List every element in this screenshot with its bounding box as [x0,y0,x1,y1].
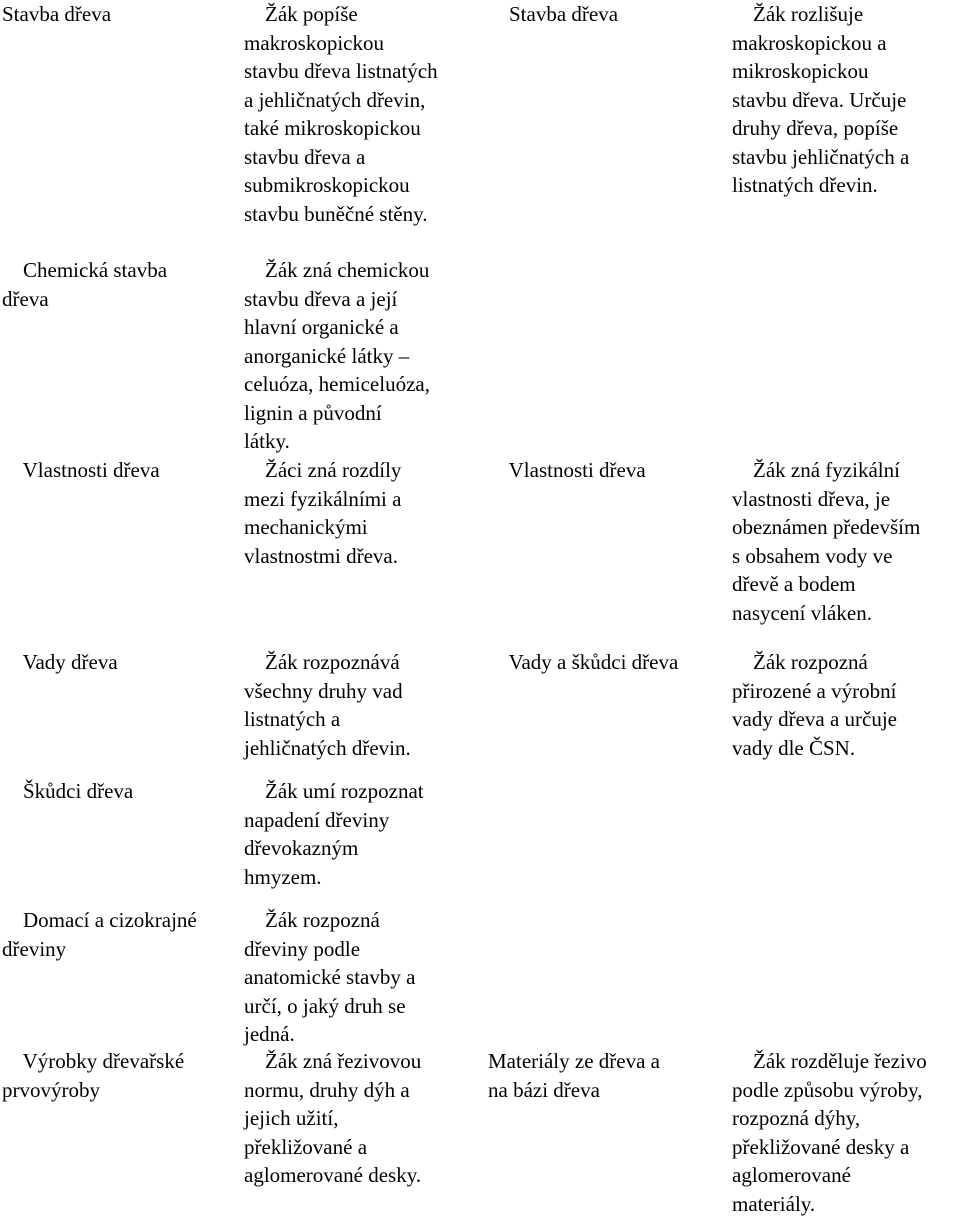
cell-text-line: jedná. [244,1022,295,1046]
cell-text-line: lignin a původní [244,400,382,425]
cell-text-line: Vady dřeva [2,650,118,674]
cell-text-line: napadení dřeviny [244,807,390,832]
description-cell [244,456,401,570]
topic-cell [2,648,118,677]
cell-text-line: rozpozná dýhy, [732,1106,861,1130]
cell-text-line: hmyzem. [244,864,322,889]
related-description-cell [732,0,909,200]
description-cell [244,256,430,456]
related-topic-cell [488,1047,660,1104]
cell-text-line: určí, o jaký druh se [244,993,406,1018]
cell-text-line: Vlastnosti dřeva [2,458,160,482]
cell-text-line: Stavba dřeva [2,2,112,26]
cell-text-line: také mikroskopickou [244,116,421,140]
cell-text-line: s obsahem vody ve [732,543,893,568]
cell-text-line: celuóza, hemiceluóza, [244,372,430,396]
cell-text-line: materiály. [732,1191,816,1216]
cell-text-line: a jehličnatých dřevin, [244,87,426,112]
cell-text-line: makroskopickou [244,30,384,55]
cell-text-line: Chemická stavba [2,258,168,282]
cell-text-line: Materiály ze dřeva a [488,1049,660,1073]
cell-text-line: aglomerované [732,1163,851,1187]
cell-text-line: Žák rozpozná [732,650,868,674]
cell-text-line: Škůdci dřeva [2,779,134,803]
cell-text-line: Žák zná fyzikální [732,458,900,482]
cell-text-line: normu, druhy dýh a [244,1077,410,1102]
topic-cell [2,256,167,313]
cell-text-line: anorganické látky – [244,343,410,368]
cell-text-line: vady dřeva a určuje [732,707,897,731]
cell-text-line: nasycení vláken. [732,600,872,625]
cell-text-line: Žák umí rozpoznat [244,779,424,803]
cell-text-line: překližované a [244,1134,368,1159]
related-description-cell [732,648,897,762]
cell-text-line: stavbu buněčné stěny. [244,201,428,226]
cell-text-line: Stavba dřeva [488,2,619,26]
description-cell [244,1047,421,1190]
cell-text-line: submikroskopickou [244,173,410,197]
cell-text-line: dřevě a bodem [732,572,856,596]
cell-text-line: mikroskopickou [732,59,869,83]
cell-text-line: Žák zná chemickou [244,258,430,282]
topic-cell [2,906,197,963]
cell-text-line: Žák rozlišuje [732,2,864,26]
description-cell [244,777,424,891]
cell-text-line: Žák rozpoznává [244,650,400,674]
cell-text-line: stavbu dřeva listnatých [244,59,438,83]
cell-text-line: Žák zná řezivovou [244,1049,422,1073]
cell-text-line: stavbu dřeva. Určuje [732,87,907,112]
related-description-cell [732,456,920,627]
cell-text-line: Vlastnosti dřeva [488,458,646,482]
cell-text-line: vady dle ČSN. [732,735,856,760]
cell-text-line: mezi fyzikálními a [244,486,402,511]
topic-cell [2,1047,184,1104]
cell-text-line: stavbu dřeva a [244,144,366,169]
cell-text-line: podle způsobu výroby, [732,1077,923,1102]
cell-text-line: Žák popíše [244,2,358,26]
cell-text-line: stavbu dřeva a její [244,286,398,311]
related-topic-cell [488,0,618,29]
cell-text-line: prvovýroby [2,1077,100,1102]
cell-text-line: Žák rozděluje řezivo [732,1049,927,1073]
description-cell [244,906,415,1049]
cell-text-line: Vady a škůdci dřeva [488,650,679,674]
cell-text-line: Výrobky dřevařské [2,1049,185,1073]
cell-text-line: mechanickými [244,515,368,539]
cell-text-line: listnatých dřevin. [732,173,878,197]
cell-text-line: stavbu jehličnatých a [732,144,910,169]
cell-text-line: jejich užití, [244,1106,339,1130]
cell-text-line: všechny druhy vad [244,678,403,703]
cell-text-line: vlastnostmi dřeva. [244,543,398,568]
topic-cell [2,777,133,806]
cell-text-line: obeznámen především [732,515,921,539]
description-cell [244,648,411,762]
cell-text-line: dřeviny podle [244,936,361,961]
cell-text-line: překližované desky a [732,1134,910,1159]
cell-text-line: jehličnatých dřevin. [244,735,411,760]
cell-text-line: na bázi dřeva [488,1077,600,1102]
topic-cell [2,456,160,485]
cell-text-line: listnatých a [244,707,341,731]
cell-text-line: dřeva [2,286,49,311]
cell-text-line: dřeviny [2,936,67,961]
description-cell [244,0,438,228]
cell-text-line: přirozené a výrobní [732,678,897,703]
cell-text-line: látky. [244,429,290,453]
cell-text-line: Domací a cizokrajné [2,908,197,932]
related-topic-cell [488,648,678,677]
cell-text-line: dřevokazným [244,836,359,860]
cell-text-line: aglomerované desky. [244,1163,422,1187]
topic-cell [2,0,111,29]
cell-text-line: anatomické stavby a [244,965,416,989]
cell-text-line: makroskopickou a [732,30,887,55]
cell-text-line: vlastnosti dřeva, je [732,486,891,511]
cell-text-line: druhy dřeva, popíše [732,116,899,140]
cell-text-line: hlavní organické a [244,315,399,339]
related-topic-cell [488,456,646,485]
cell-text-line: Žák rozpozná [244,908,380,932]
cell-text-line: Žáci zná rozdíly [244,458,402,482]
related-description-cell [732,1047,927,1218]
